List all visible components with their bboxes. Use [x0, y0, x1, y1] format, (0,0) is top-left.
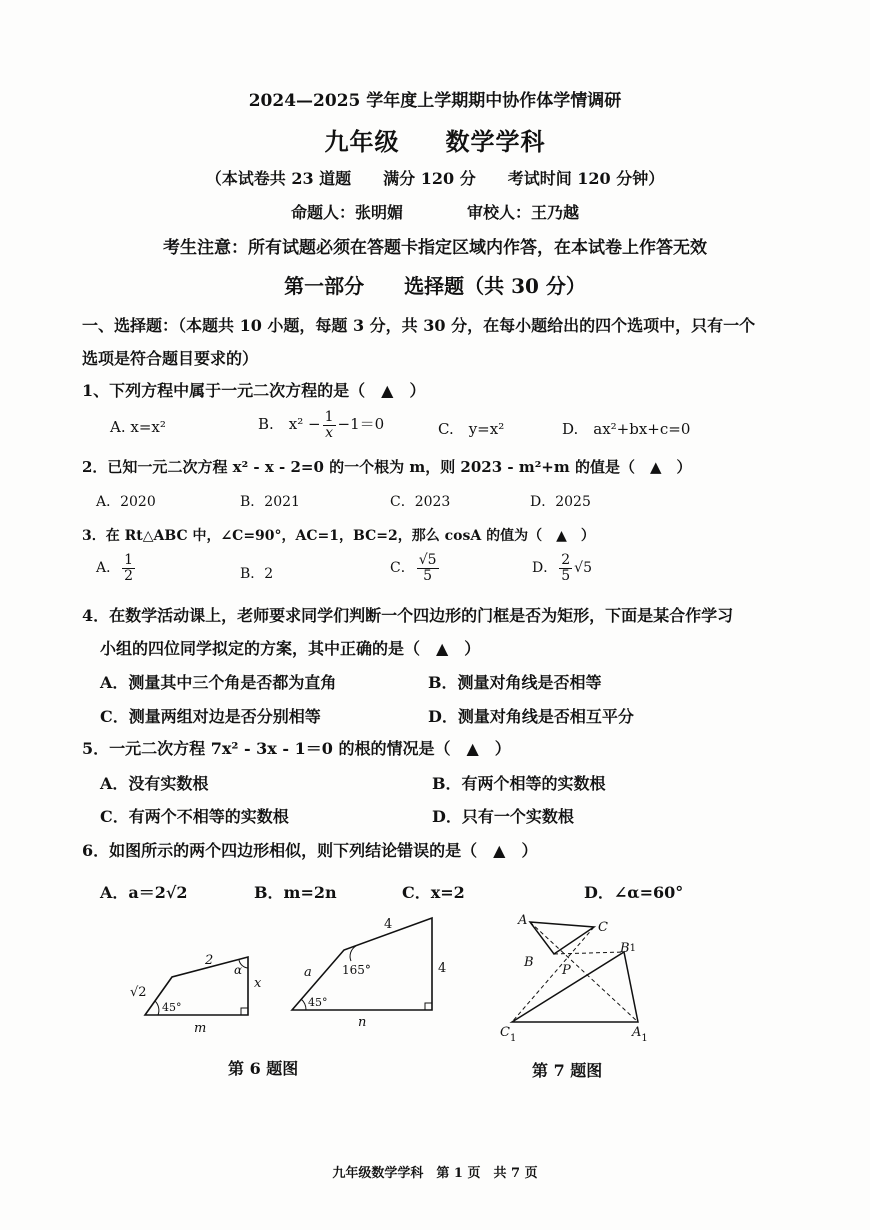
q5-stem: 5．一元二次方程 7x² - 3x - 1＝0 的根的情况是（ ▲ ） [82, 739, 511, 758]
q2-option-b: B．2021 [240, 494, 300, 510]
q6-option-b: B．m=2n [254, 883, 337, 902]
fig7-label-b: B [524, 955, 534, 970]
q6-stem: 6．如图所示的两个四边形相似，则下列结论错误的是（ ▲ ） [82, 841, 538, 860]
q1-stem: 1、下列方程中属于一元二次方程的是（ ▲ ） [82, 381, 426, 400]
fig7-label-p: P [562, 963, 571, 978]
exam-title: 2024—2025 学年度上学期期中协作体学情调研 [248, 91, 622, 111]
q6-option-c: C．x=2 [402, 883, 465, 902]
figure-6-caption: 第 6 题图 [228, 1059, 299, 1078]
fig6-left-x: x [254, 976, 262, 991]
exam-notice: 考生注意：所有试题必须在答题卡指定区域内作答，在本试卷上作答无效 [163, 238, 707, 258]
q1-option-d: D. ax²+bx+c=0 [562, 420, 691, 438]
fig6-right-45: 45° [308, 996, 328, 1009]
q2-option-d: D．2025 [530, 494, 591, 510]
q4-stem-2: 小组的四位同学拟定的方案，其中正确的是（ ▲ ） [100, 639, 481, 658]
part1-instructions-2: 选项是符合题目要求的） [82, 349, 259, 368]
q3-option-d: D． $\frac{2}{5}$ √5 [532, 552, 592, 584]
figure-6 [120, 910, 460, 1040]
subject: 数学学科 [445, 127, 546, 156]
fig7-label-b1: B1 [620, 941, 636, 956]
grade-subject [0, 122, 870, 157]
part1-title: 第一部分 选择题（共 30 分） [284, 274, 586, 298]
q2-option-a: A．2020 [96, 494, 156, 510]
fig6-left-leftside: √2 [130, 985, 147, 1000]
fig7-label-c1: $C_1$ [500, 1025, 517, 1044]
fig6-right-leftside: a [304, 965, 312, 980]
fig6-left-quad [145, 957, 248, 1015]
q5-option-b: B．有两个相等的实数根 [432, 774, 606, 793]
fig6-left-45: 45° [162, 1001, 182, 1014]
q6-option-d: D．∠α=60° [584, 883, 684, 902]
fig6-left-alpha: α [234, 963, 243, 977]
q4-option-a: A．测量其中三个角是否都为直角 [100, 673, 337, 692]
part1-instructions-1: 一、选择题：（本题共 10 小题，每题 3 分，共 30 分，在每小题给出的四个选项中，只有一个 [82, 316, 756, 335]
q1-option-a: A. x=x² [110, 418, 166, 436]
q3-stem: 3．在 Rt△ABC 中，∠C=90°，AC=1，BC=2，那么 cosA 的值为（ ▲ ） [82, 528, 595, 544]
q1-b-fraction: $\frac{1}{x}$ [324, 409, 334, 441]
q5-option-a: A．没有实数根 [100, 774, 209, 793]
fig6-right-n: n [358, 1015, 367, 1030]
q6-option-a: A．a＝2√2 [100, 883, 188, 902]
q4-option-d: D．测量对角线是否相互平分 [428, 707, 634, 726]
fig6-right-165: 165° [342, 963, 371, 977]
fig6-right-4: 4 [438, 961, 447, 976]
fig6-left-top: 2 [205, 953, 214, 968]
page-footer: 九年级数学学科 第 1 页 共 7 页 [332, 1166, 538, 1181]
grade: 九年级 [324, 127, 400, 156]
q5-option-d: D．只有一个实数根 [432, 807, 574, 826]
q4-stem-1: 4．在数学活动课上，老师要求同学们判断一个四边形的门框是否为矩形，下面是某合作学习 [82, 606, 734, 625]
figure-7-caption: 第 7 题图 [532, 1061, 603, 1080]
q1-option-b: B. x² − $\frac{1}{x}$ −1＝0 [258, 409, 385, 441]
q3-option-b: B．2 [240, 566, 274, 582]
fig6-left-m: m [194, 1021, 207, 1036]
fig6-right-top: 4 [384, 917, 393, 932]
q2-stem: 2．已知一元二次方程 x² - x - 2=0 的一个根为 m，则 2023 - m²+m 的值是（ ▲ ） [82, 458, 692, 476]
exam-authors: 命题人：张明媚 审校人：王乃越 [290, 203, 579, 222]
q1-option-c: C. y=x² [438, 420, 505, 438]
exam-info: （本试卷共 23 道题 满分 120 分 考试时间 120 分钟） [205, 169, 665, 188]
q2-option-c: C．2023 [390, 494, 451, 510]
fig7-label-a: A [518, 913, 528, 928]
q3-option-c: C． $\frac{√5}{5}$ [390, 552, 437, 584]
q4-option-b: B．测量对角线是否相等 [428, 673, 602, 692]
fig7-label-a1: $A_1$ [632, 1025, 648, 1044]
q5-option-c: C．有两个不相等的实数根 [100, 807, 289, 826]
fig7-label-c: C [598, 920, 608, 935]
q4-option-c: C．测量两组对边是否分别相等 [100, 707, 321, 726]
figure-7 [494, 908, 664, 1048]
q3-option-a: A． $\frac{1}{2}$ [96, 552, 134, 584]
